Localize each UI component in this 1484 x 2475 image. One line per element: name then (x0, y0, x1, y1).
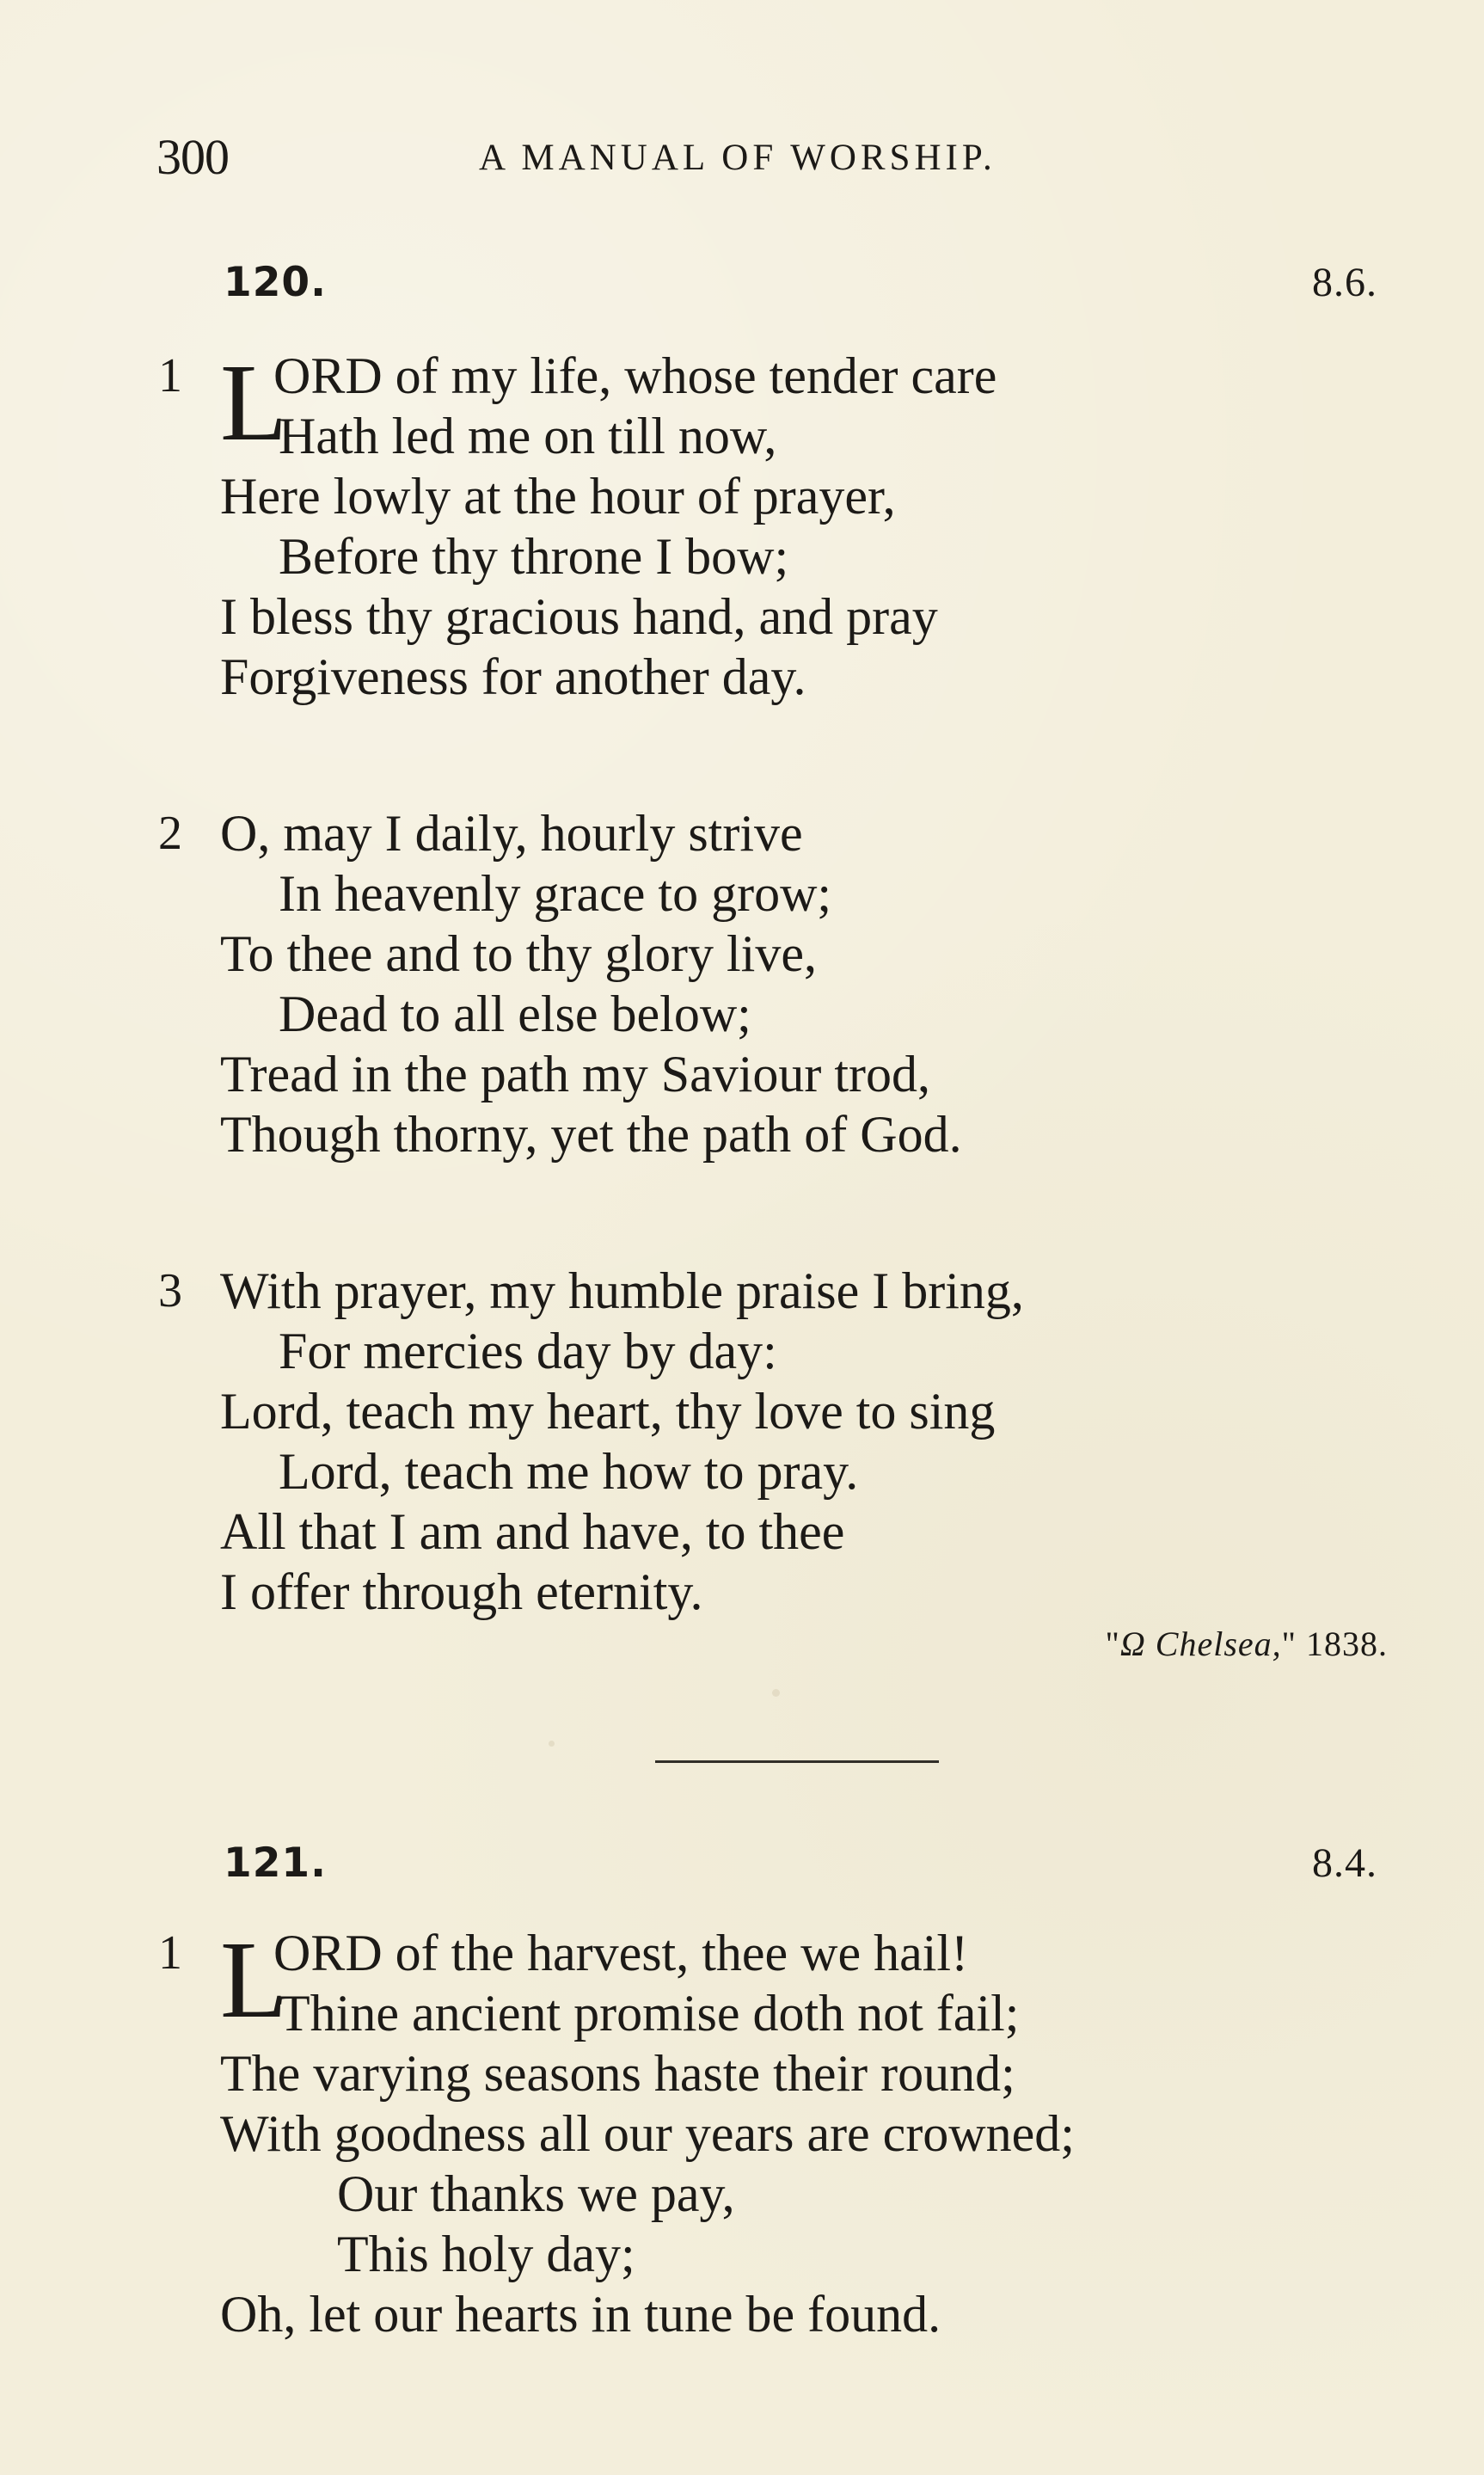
attribution-open-quote: " (1105, 1624, 1120, 1663)
hymn-line: Thine ancient promise doth not fail; (279, 1985, 1020, 2042)
verse-number: 3 (158, 1264, 182, 1317)
hymn-line: All that I am and have, to thee (220, 1503, 845, 1560)
hymn-line: I offer through eternity. (220, 1563, 703, 1620)
drop-cap: L (220, 341, 288, 464)
attribution-year: 1838. (1306, 1624, 1388, 1663)
running-title: A MANUAL OF WORSHIP. (479, 138, 996, 178)
attribution-source: Ω Chelsea, (1119, 1624, 1282, 1663)
hymn-line: Here lowly at the hour of prayer, (220, 468, 896, 525)
hymn-header (224, 1833, 1377, 1894)
running-head (156, 127, 1377, 187)
hymn-attribution (1106, 1620, 1388, 1668)
paper-speck (549, 1741, 555, 1747)
hymn-line: For mercies day by day: (279, 1323, 777, 1379)
hymn-line: With goodness all our years are crowned; (220, 2105, 1075, 2162)
section-divider (655, 1760, 939, 1763)
attribution-close-quote: " (1281, 1624, 1297, 1663)
verse-number: 2 (158, 807, 182, 860)
hymn-meter: 8.4. (1312, 1840, 1377, 1886)
hymn-line: This holy day; (337, 2226, 635, 2282)
hymn-line: Before thy throne I bow; (279, 528, 789, 585)
verse-number: 1 (158, 349, 182, 402)
hymn-line: Dead to all else below; (279, 986, 751, 1042)
hymn-line: Hath led me on till now, (279, 408, 777, 464)
hymn-line: ORD of my life, whose tender care (273, 347, 997, 404)
hymn-line: ORD of the harvest, thee we hail! (273, 1925, 969, 1981)
hymn-line: I bless thy gracious hand, and pray (220, 588, 938, 645)
hymn-line: Oh, let our hearts in tune be found. (220, 2286, 941, 2343)
hymn-number: 121. (224, 1839, 327, 1887)
hymn-line: To thee and to thy glory live, (220, 925, 817, 982)
hymn-line: The varying seasons haste their round; (220, 2045, 1015, 2102)
hymn-number: 120. (224, 259, 327, 306)
hymn-line: With prayer, my humble praise I bring, (220, 1262, 1024, 1319)
hymn-line: O, may I daily, hourly strive (220, 805, 803, 862)
hymn-line: Tread in the path my Saviour trod, (220, 1046, 931, 1102)
hymn-line: In heavenly grace to grow; (279, 865, 832, 922)
page-number: 300 (156, 129, 229, 185)
verse-number: 1 (158, 1926, 182, 1980)
drop-cap: L (220, 1919, 288, 2041)
hymn-header (224, 253, 1377, 313)
hymn-meter: 8.6. (1312, 260, 1377, 305)
hymn-line: Lord, teach me how to pray. (279, 1443, 859, 1500)
hymn-line: Though thorny, yet the path of God. (220, 1106, 962, 1163)
hymn-line: Lord, teach my heart, thy love to sing (220, 1383, 996, 1440)
hymn-line: Forgiveness for another day. (220, 648, 806, 705)
paper-speck (772, 1689, 780, 1697)
hymn-line: Our thanks we pay, (337, 2165, 735, 2222)
